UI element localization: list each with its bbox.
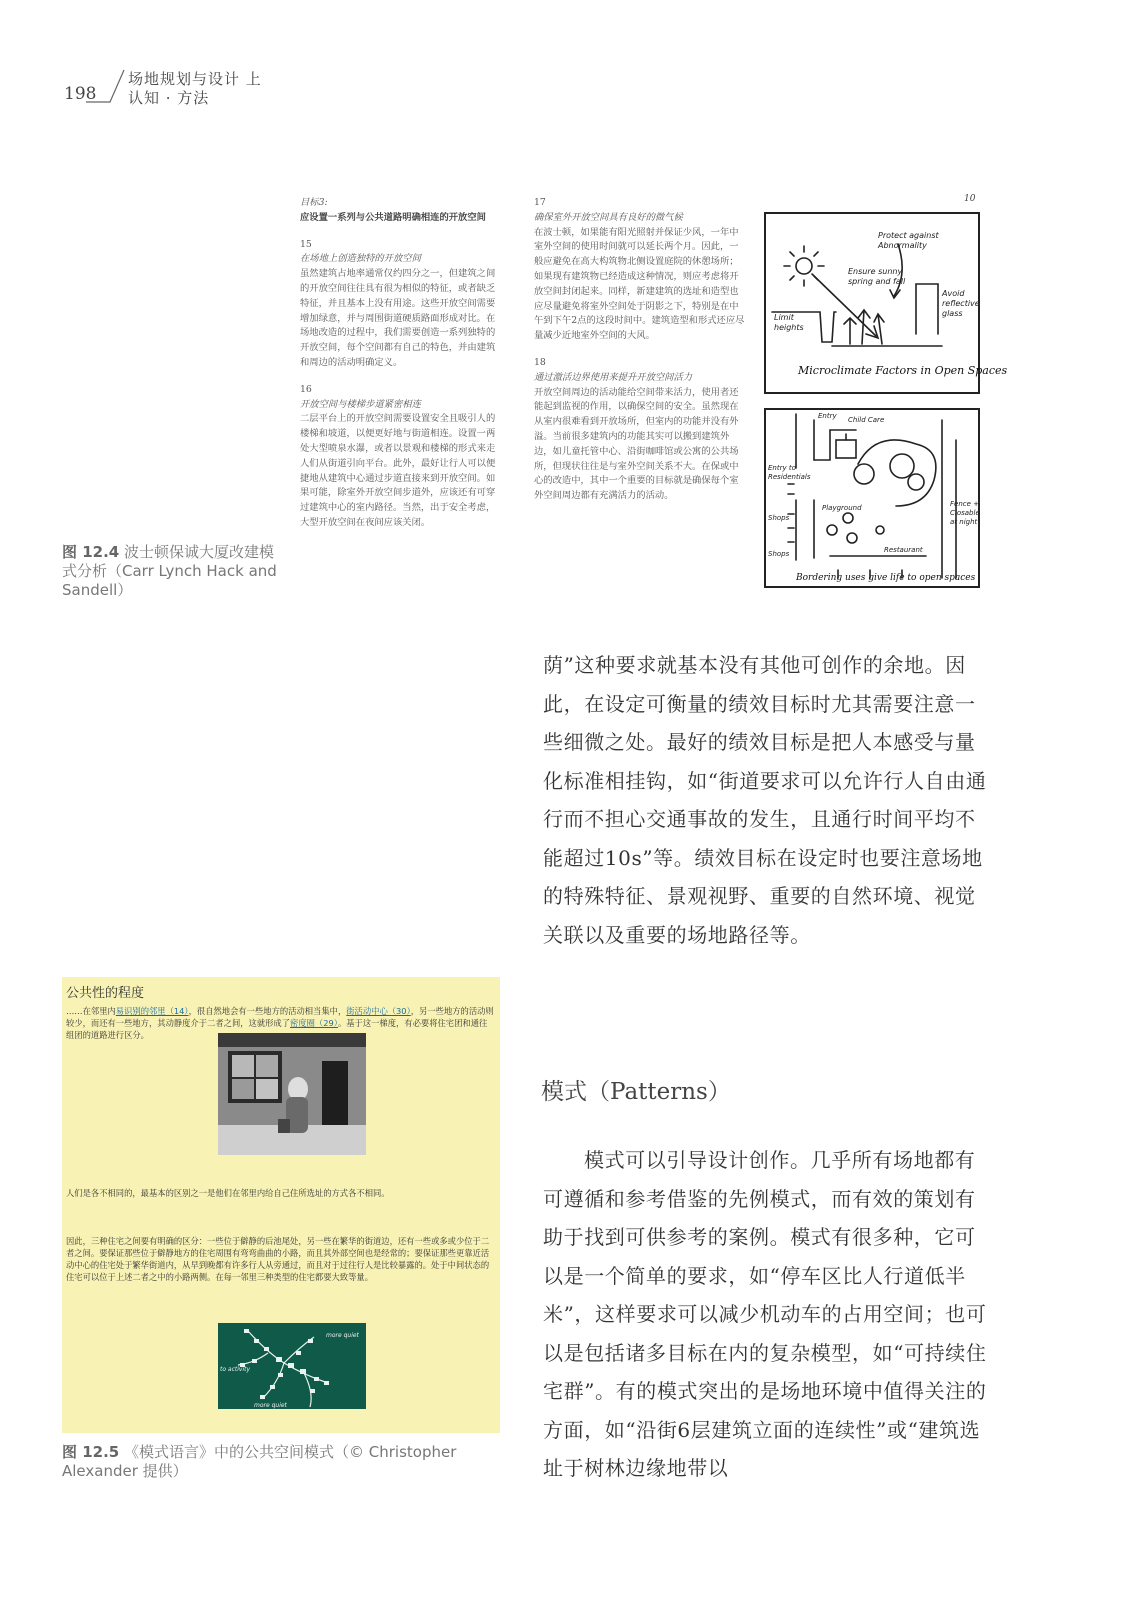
label-protect: Protect against — [878, 231, 939, 240]
label-ensure: Ensure sunny — [848, 267, 903, 276]
figure-page-number: 10 — [964, 194, 976, 204]
street-photo-drawing — [218, 1033, 366, 1155]
pattern-language-figure — [62, 977, 500, 1433]
label-spring: spring and fall — [848, 277, 906, 286]
pattern-diagram-drawing — [218, 1323, 366, 1409]
item-15-text: 虽然建筑占地率通常仅约四分之一，但建筑之间的开放空间往往具有很为相似的特征，或者缺乏特征，并且基本上没有用途。这些开放空间需要增加绿意，并与周围街道硬质路面形成对比。在场地改造的过程中，我们需要创造一系列独特的开放空间，每个空间都有自己的特色，并由建筑和周边的活动明确定义。 — [300, 268, 496, 368]
label-restaurant: Restaurant — [884, 546, 923, 554]
section-heading: 模式（Patterns） — [541, 1079, 731, 1105]
diagram-label-quiet-top: more quiet — [326, 1332, 359, 1339]
body-paragraph-2 — [543, 1141, 988, 1488]
goal-title: 应设置一系列与公共道路明确相连的开放空间 — [300, 211, 486, 223]
figure-12-5-caption — [62, 1443, 512, 1481]
pattern-link-30[interactable]: 街活动中心（30） — [346, 1006, 411, 1016]
item-18-number: 18 — [534, 356, 546, 368]
figure-12-4-column-right — [534, 196, 746, 504]
item-16-text: 二层平台上的开放空间需要设置安全且吸引人的楼梯和坡道，以便更好地与街道相连。设置一两处大型喷泉水瀑，或者以景观和楼梯的形式来走人们从街道引向平台。此外，最好让行人可以便捷地从建筑中心通过步道直接来到开放空间。如果可能，除室外开放空间步道外，应该还有可穿过建筑中心的室内路径。当然，出于安全考虑，大型开放空间在夜间应该关闭。 — [300, 413, 496, 528]
goal-label: 目标3: — [300, 197, 328, 208]
label-limit: Limit — [774, 313, 794, 322]
label-entry-to: Entry to — [768, 464, 796, 472]
label-child-care: Child Care — [848, 416, 885, 424]
diagram-label-to-activity: to activity — [220, 1366, 251, 1373]
bordering-uses-sketch — [764, 408, 980, 588]
figure-12-5-caption-text: 《模式语言》中的公共空间模式（© Christopher Alexander 提供） — [62, 1443, 457, 1480]
pattern-solution: 因此，三种住宅之间要有明确的区分：一些位于僻静的后池尾处，另一些在繁华的街道边，还有一些或多或少位于二者之间。要保证那些位于僻静地方的住宅周围有弯弯曲曲的小路，而且其外部空间也是经常的；要保证那些更靠近活动中心的住宅处于繁华街道内，从早到晚都有许多行人从旁通过，而且对于过往行人是比较暴露的。处于中间状态的住宅可以位于上述二者之中的小路两侧。在每一邻里三种类型的住宅都要大致等量。 — [66, 1236, 490, 1282]
label-closable: Closable — [950, 509, 980, 517]
label-shops-2: Shops — [768, 550, 790, 558]
label-heights: heights — [774, 323, 804, 332]
sketch-1-caption: Microclimate Factors in Open Spaces — [798, 364, 1008, 377]
label-fence: Fence + — [950, 500, 980, 508]
body-paragraph-1 — [543, 646, 988, 954]
bordering-uses-drawing — [766, 410, 978, 586]
item-16-number: 16 — [300, 383, 312, 395]
label-reflective: reflective — [942, 299, 980, 308]
page-number: 198 — [64, 84, 97, 104]
intro-mid-1: ，很自然地会有一些地方的活动相当集中， — [188, 1006, 347, 1016]
item-18-text: 开放空间周边的活动能给空间带来活力，使用者还能起到监视的作用，以确保空间的安全。虽然现在从室内很难看到开放场所，但室内的功能并没有外溢。当前很多建筑内的功能其实可以搬到建筑外边，如儿童托管中心、沿街咖啡馆或公寓的公共场所，但现状往往是与室外空间关系不大。在保或中心的改造中，其中一个重要的目标就是确保每个室外空间周边都有充满活力的活动。 — [534, 386, 739, 502]
label-shops: Shops — [768, 514, 790, 522]
book-title-line1: 场地规划与设计 上 — [128, 70, 262, 88]
microclimate-drawing — [766, 214, 1008, 392]
item-18-title: 通过激活边界使用来提升开放空间活力 — [534, 371, 693, 383]
diagram-label-quiet-bottom: more quiet — [254, 1402, 287, 1409]
label-abnormal: Abnormality — [878, 241, 927, 250]
item-17-number: 17 — [534, 197, 546, 208]
pattern-diagram — [218, 1323, 366, 1409]
header-divider-slash — [84, 66, 128, 106]
figure-12-5-label: 图 12.5 — [62, 1443, 120, 1461]
label-entry: Entry — [818, 412, 837, 420]
body-paragraph-1-text: 荫”这种要求就基本没有其他可创作的余地。因此，在设定可衡量的绩效目标时尤其需要注意一些细微之处。最好的绩效目标是把人本感受与量化标准相挂钩，如“街道要求可以允许行人自由通行而不担心交通事故的发生，且通行时间平均不能超过10s”等。绩效目标在设定时也要注意场地的特殊特征、景观视野、重要的自然环境、视觉关联以及重要的场地路径等。 — [543, 653, 987, 947]
label-playground: Playground — [822, 504, 862, 512]
microclimate-sketch — [764, 212, 1008, 394]
intro-prefix: ……在邻里内 — [66, 1006, 116, 1016]
label-at-night: at night — [950, 518, 978, 526]
figure-12-4-label: 图 12.4 — [62, 543, 120, 561]
book-title-line2: 认知 · 方法 — [128, 89, 210, 107]
pattern-problem: 人们是各不相同的，最基本的区别之一是他们在邻里内给自己住所选址的方式各不相同。 — [66, 1188, 390, 1198]
label-glass: glass — [942, 309, 963, 318]
intro-suffix: 。基于这一梯度，有必要将住宅团和通往组团的道路进行区分。 — [66, 1018, 488, 1040]
item-15-title: 在场地上创造独特的开放空间 — [300, 253, 421, 265]
street-photo — [218, 1033, 366, 1155]
item-15-number: 15 — [300, 238, 312, 250]
sketch-2-caption: Bordering uses give life to open spaces — [796, 573, 976, 583]
pattern-link-14[interactable]: 易识别的邻里（14） — [115, 1006, 189, 1016]
figure-12-4-caption — [62, 543, 280, 600]
item-17-text: 在波士顿，如果能有阳光照射并保证少风，一年中室外空间的使用时间就可以延长两个月。因此，一般应避免在高大构筑物北侧设置庭院的休憩场所；如果现有建筑物已经造成这种情况，则应考虑将开放空间封闭起来。同样，新建建筑的选址和造型也应尽量避免将室外空间处于阴影之下，特别是在中午到下午2点的这段时间中。建筑造型和形式还应尽量减少近地室外空间的大风。 — [534, 226, 745, 342]
body-paragraph-2-text: 模式可以引导设计创作。几乎所有场地都有可遵循和参考借鉴的先例模式，而有效的策划有助于找到可供参考的案例。模式有很多种，它可以是一个简单的要求，如“停车区比人行道低半米”，这样要求可以减少机动车的占用空间；也可以是包括诸多目标在内的复杂模型，如“可持续住宅群”。有的模式突出的是场地环境中值得关注的方面，如“沿街6层建筑立面的连续性”或“建筑选址于树林边缘地带以 — [543, 1148, 987, 1480]
label-avoid: Avoid — [942, 289, 965, 298]
pattern-title: 公共性的程度 — [66, 986, 145, 1001]
item-17-title: 确保室外开放空间具有良好的微气候 — [534, 211, 683, 223]
item-16-title: 开放空间与楼梯步道紧密相连 — [300, 398, 421, 410]
label-residentials: Residentials — [768, 473, 811, 481]
figure-12-4-column-left — [300, 196, 504, 531]
intro-mid-2: ，另一些地方的活动则较少，而还有一些地方，其动静度介于二者之间，这就形成了 — [66, 1006, 494, 1028]
figure-12-4-caption-text: 波士顿保诚大厦改建模式分析（Carr Lynch Hack and Sandell） — [62, 543, 277, 599]
pattern-link-29[interactable]: 密度圈（29） — [290, 1018, 338, 1028]
